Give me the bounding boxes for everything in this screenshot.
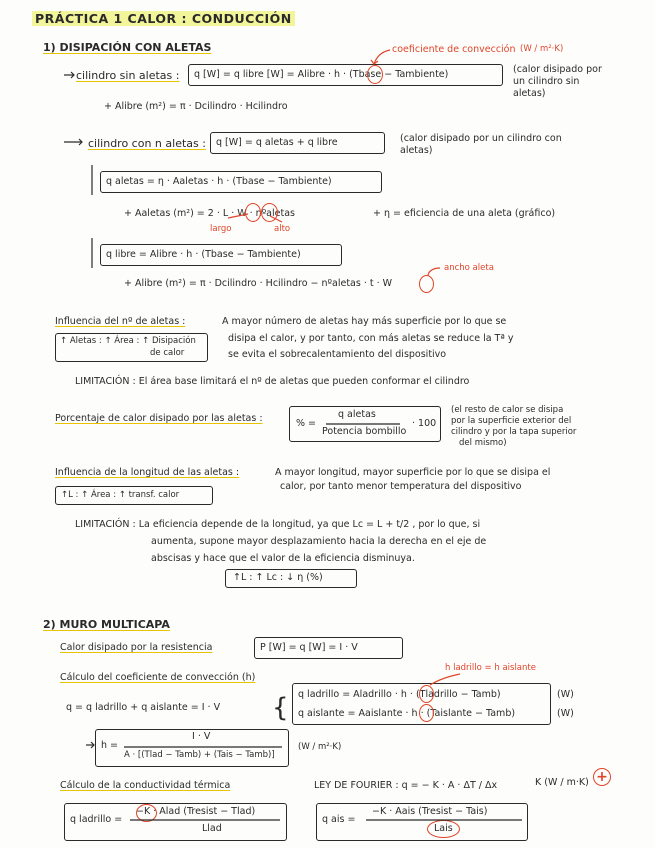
res-label: Calor disipado por la resistencia (60, 642, 213, 653)
pct-note-1: (el resto de calor se disipa (451, 405, 564, 415)
page-title: PRÁCTICA 1 CALOR : CONDUCCIÓN (32, 11, 295, 26)
limit2-box-text: ↑L : ↑ Lc : ↓ η (%) (233, 572, 323, 583)
qais2-lhs: q ais = (322, 814, 356, 825)
limitacion-2-line-3: abscisas y hace que el valor de la eficiencia disminuya. (151, 553, 415, 564)
res-formula: P [W] = q [W] = I · V (260, 642, 358, 653)
cyl-formula: q [W] = q libre [W] = Alibre · h · (Tbase − Tambiente) (194, 69, 449, 80)
qlibre-formula: q libre = Alibre · h · (Tbase − Tambiente) (106, 249, 301, 260)
inf-n-label: Influencia del nº de aletas : (55, 316, 186, 327)
cyl-note: (calor disipado por un cilindro sin aletas) (513, 64, 602, 99)
h-equal-arrow (430, 674, 460, 685)
alibre2-eq: + Alibre (m²) = π · Dcilindro · Hcilindro − nºaletas · t · W (124, 278, 393, 289)
inf-L-label: Influencia de la longitud de las aletas : (55, 467, 240, 478)
q-aislante: q aislante = Aaislante · h · (Taislante − Tamb) (298, 708, 516, 719)
pct-times: · 100 (412, 418, 437, 429)
ancho-aleta-note: ancho aleta (444, 263, 494, 273)
positive-k-circle: + (593, 768, 611, 786)
q-ladrillo: q ladrillo = Aladrillo · h · (Tladrillo − Tamb) (298, 689, 501, 700)
inf-n-text-2: disipa el calor, y por tanto, con más aletas se reduce la Tª y (228, 333, 514, 344)
limitacion-1: LIMITACIÓN : El área base limitará el nº de aletas que pueden conformar el cilindro (75, 376, 470, 387)
eta-note: + η = eficiencia de una aleta (gráfico) (373, 208, 556, 219)
limitacion-2-line-1: LIMITACIÓN : La eficiencia depende de la longitud, ya que Lc = L + t/2 , por lo que, si (75, 519, 481, 530)
ancho-arrow (428, 268, 440, 276)
pct-note-2: por la superficie exterior del (451, 416, 572, 426)
pct-label: Porcentaje de calor disipado por las aletas : (55, 413, 263, 424)
qais2-numerator: −K · Aais (Tresist − Tais) (372, 806, 488, 817)
curly-brace: { (272, 693, 289, 723)
unit-w-2: (W) (557, 708, 574, 719)
unit-w-1: (W) (557, 689, 574, 700)
fourier-law: LEY DE FOURIER : q = − K · A · ΔT / Δx (314, 780, 498, 791)
qlad2-denominator: Llad (202, 823, 222, 834)
pct-lhs: % = (296, 418, 317, 429)
inf-L-text-2: calor, por tanto menor temperatura del dispositivo (280, 481, 522, 492)
alto-arrow (270, 216, 282, 222)
largo-note: largo (210, 224, 232, 234)
k-units: K (W / m·K) (535, 777, 589, 788)
inf-n-box-line-1: ↑ Aletas : ↑ Área : ↑ Disipación (60, 336, 196, 346)
inf-L-text-1: A mayor longitud, mayor superficie por lo que se disipa el (275, 467, 551, 478)
qais2-denominator: Lais (434, 823, 453, 834)
limitacion-2-line-2: aumenta, supone mayor desplazamiento hacia la derecha en el eje de (151, 536, 487, 547)
k-label: Cálculo de la conductividad térmica (60, 780, 231, 791)
qlad2-numerator: −K · Alad (Tresist − Tlad) (136, 806, 256, 817)
pct-denominator: Potencia bombillo (322, 426, 407, 437)
cyln-label: cilindro con n aletas : (88, 137, 206, 150)
qlad2-lhs: q ladrillo = (70, 814, 123, 825)
section-1-heading: 1) DISIPACIÓN CON ALETAS (43, 41, 212, 54)
pct-numerator: q aletas (338, 409, 376, 420)
alto-note: alto (274, 224, 291, 234)
h-lhs: h = (101, 740, 119, 751)
h-equal-note: h ladrillo = h aislante (445, 663, 536, 673)
h-units: (W / m²·K) (298, 742, 342, 752)
cyln-note: (calor disipado por un cilindro con aletas) (400, 133, 562, 156)
section-2-heading: 2) MURO MULTICAPA (43, 618, 170, 631)
alibre-eq: + Alibre (m²) = π · Dcilindro · Hcilindro (104, 101, 288, 112)
coef-units: (W / m²·K) (520, 44, 564, 54)
inf-n-text-1: A mayor número de aletas hay más superficie por lo que se (222, 316, 507, 327)
cyln-formula: q [W] = q aletas + q libre (216, 137, 338, 148)
h-denominator: A · [(Tlad − Tamb) + (Tais − Tamb)] (124, 750, 275, 760)
coef-note: coeficiente de convección (392, 44, 516, 55)
inf-n-box-line-2: de calor (150, 348, 185, 358)
cyl-label: cilindro sin aletas : (76, 69, 180, 82)
q-sum: q = q ladrillo + q aislante = I · V (66, 702, 221, 713)
h-numerator: I · V (192, 731, 211, 742)
largo-arrow (228, 214, 248, 218)
inf-L-box-text: ↑L : ↑ Área : ↑ transf. calor (61, 490, 180, 500)
h-label: Cálculo del coeficiente de convección (h) (60, 672, 256, 683)
pct-note-3: cilindro y por la tapa superior (451, 427, 577, 437)
qaletas-formula: q aletas = η · Aaletas · h · (Tbase − Tambiente) (106, 176, 332, 187)
pct-note-4: del mismo) (459, 438, 507, 448)
aaletas-eq: + Aaletas (m²) = 2 · L · W · nºaletas (124, 208, 295, 219)
inf-n-text-3: se evita el sobrecalentamiento del dispositivo (228, 349, 447, 360)
